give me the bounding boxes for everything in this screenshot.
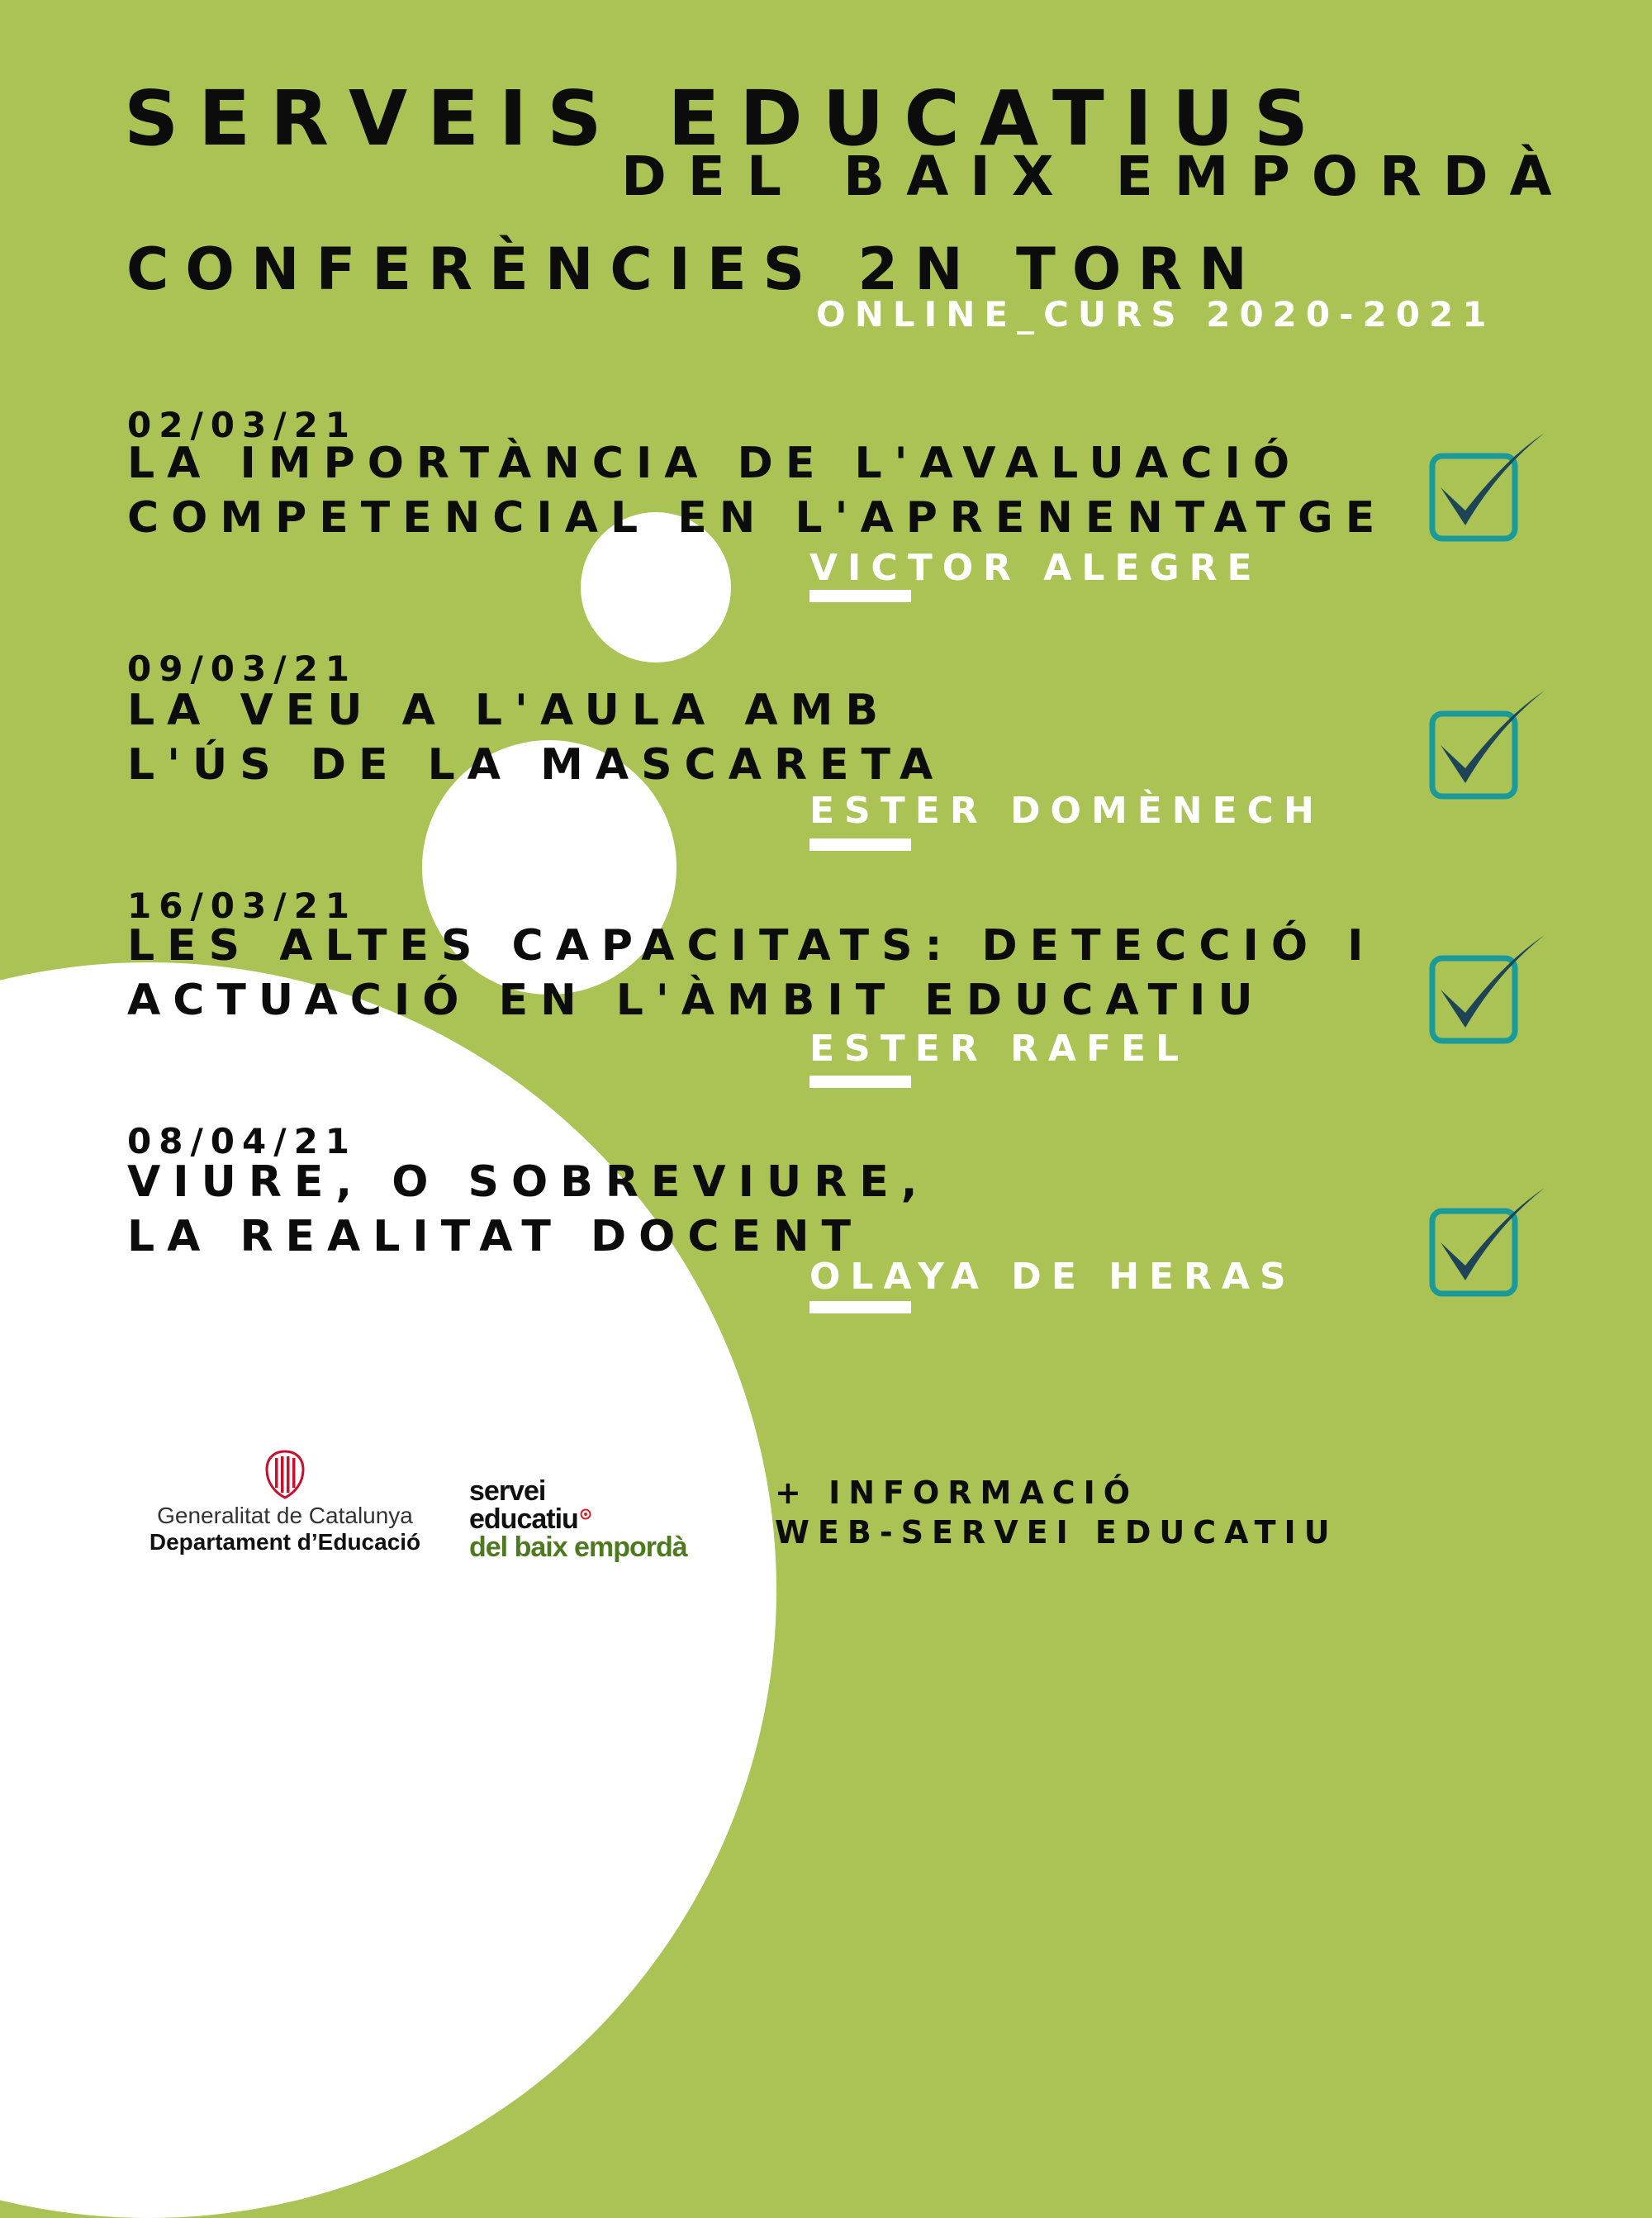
speaker-underline	[809, 590, 911, 602]
conference-title-line: LA VEU A L'AULA AMB	[127, 686, 890, 735]
conference-date: 09/03/21	[127, 648, 358, 689]
checkbox-checked-icon	[1429, 1183, 1561, 1299]
checkbox-checked-icon	[1429, 930, 1561, 1046]
servei-logo-line: educatiu	[469, 1505, 687, 1533]
servei-educatiu-logo	[469, 1477, 687, 1561]
speaker-underline	[809, 1076, 911, 1088]
conference-title	[127, 683, 945, 792]
generalitat-logo	[140, 1450, 430, 1555]
course-label: ONLINE_CURS 2020-2021	[816, 294, 1496, 335]
conference-title-line: L'ÚS DE LA MASCARETA	[127, 740, 946, 790]
conference-speaker: OLAYA DE HERAS	[809, 1256, 1296, 1298]
conference-title-line: VIURE, O SOBREVIURE,	[127, 1157, 930, 1207]
coat-of-arms-icon	[264, 1450, 306, 1499]
conference-date: 02/03/21	[127, 405, 358, 445]
conference-title-line: LA IMPORTÀNCIA DE L'AVALUACIÓ	[127, 439, 1303, 488]
conference-title-line: LA REALITAT DOCENT	[127, 1212, 864, 1261]
generalitat-name: Generalitat de Catalunya	[157, 1503, 413, 1528]
checkbox-checked-icon	[1429, 428, 1561, 544]
conference-title	[127, 919, 1376, 1028]
conference-title-line: LES ALTES CAPACITATS: DETECCIÓ I	[127, 921, 1376, 971]
conference-title	[127, 436, 1387, 545]
target-dot-icon	[580, 1508, 591, 1520]
main-title-region: DEL BAIX EMPORDÀ	[621, 145, 1574, 208]
servei-logo-line: servei	[469, 1475, 546, 1507]
conference-date: 16/03/21	[127, 886, 358, 926]
conference-title	[127, 1155, 930, 1264]
subtitle: CONFERÈNCIES 2N TORN	[126, 235, 1264, 303]
checkbox-checked-icon	[1429, 686, 1561, 801]
conference-title-line: COMPETENCIAL EN L'APRENENTATGE	[127, 493, 1388, 543]
main-title: SERVEIS EDUCATIUS	[124, 74, 1328, 163]
more-info-label: + INFORMACIÓ	[775, 1475, 1139, 1511]
conference-title-line: ACTUACIÓ EN L'ÀMBIT EDUCATIU	[127, 976, 1265, 1025]
servei-logo-line: del baix empordà	[469, 1532, 687, 1563]
conference-speaker: ESTER RAFEL	[809, 1028, 1189, 1070]
speaker-underline	[809, 838, 911, 851]
speaker-underline	[809, 1301, 911, 1313]
conference-date: 08/04/21	[127, 1121, 358, 1161]
decorative-large-circle	[0, 962, 776, 2218]
department-name: Departament d’Educació	[149, 1529, 421, 1555]
conference-speaker: ESTER DOMÈNECH	[809, 790, 1324, 832]
web-link[interactable]: WEB-SERVEI EDUCATIU	[775, 1514, 1338, 1551]
conference-speaker: VICTOR ALEGRE	[809, 547, 1262, 589]
